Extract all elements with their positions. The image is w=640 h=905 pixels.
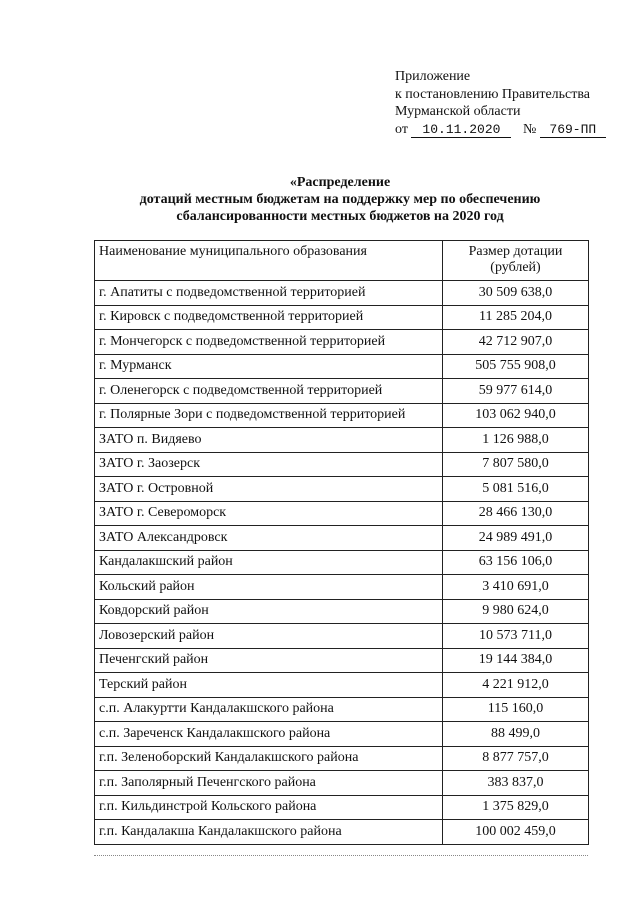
municipality-name: ЗАТО г. Североморск	[95, 501, 443, 526]
table-row	[95, 599, 589, 624]
table-row	[95, 820, 589, 845]
header-amount	[443, 241, 589, 281]
table-row	[95, 771, 589, 796]
municipality-name: с.п. Алакуртти Кандалакшского района	[95, 697, 443, 722]
subsidy-amount: 1 375 829,0	[443, 795, 589, 820]
table-row	[95, 330, 589, 355]
appendix-line-2: к постановлению Правительства	[395, 86, 591, 102]
table-row	[95, 624, 589, 649]
municipality-name: г. Мончегорск с подведомственной территорией	[95, 330, 443, 355]
table-row	[95, 305, 589, 330]
subsidy-amount: 30 509 638,0	[443, 281, 589, 306]
title-line-1: «Распределение	[289, 175, 391, 190]
municipality-name: г. Оленегорск с подведомственной территорией	[95, 379, 443, 404]
municipality-name: г.п. Заполярный Печенгского района	[95, 771, 443, 796]
subsidy-amount: 7 807 580,0	[443, 452, 589, 477]
appendix-date-line	[395, 121, 630, 139]
subsidy-amount: 383 837,0	[443, 771, 589, 796]
municipality-name: г. Полярные Зори с подведомственной территорией	[95, 403, 443, 428]
date-label: от	[395, 121, 408, 137]
municipality-name: ЗАТО п. Видяево	[95, 428, 443, 453]
header-amount-line-2: (рублей)	[490, 260, 541, 275]
subsidy-amount: 8 877 757,0	[443, 746, 589, 771]
municipality-name: Ловозерский район	[95, 624, 443, 649]
table-row	[95, 795, 589, 820]
table-row	[95, 722, 589, 747]
title-line-3: сбалансированности местных бюджетов на 2020 год	[176, 209, 504, 224]
page-bottom-rule	[94, 855, 588, 856]
municipality-name: г.п. Кильдинстрой Кольского района	[95, 795, 443, 820]
table-row	[95, 501, 589, 526]
municipality-name: Ковдорский район	[95, 599, 443, 624]
subsidy-amount: 115 160,0	[443, 697, 589, 722]
date-value: 10.11.2020	[411, 122, 511, 138]
subsidy-amount: 24 989 491,0	[443, 526, 589, 551]
header-name: Наименование муниципального образования	[95, 241, 443, 281]
subsidy-amount: 9 980 624,0	[443, 599, 589, 624]
title-line-2: дотаций местным бюджетам на поддержку мер по обеспечению	[139, 192, 541, 207]
subsidy-amount: 59 977 614,0	[443, 379, 589, 404]
subsidy-amount: 88 499,0	[443, 722, 589, 747]
table-row	[95, 746, 589, 771]
appendix-line-1: Приложение	[395, 69, 471, 84]
subsidy-amount: 42 712 907,0	[443, 330, 589, 355]
municipality-name: г. Апатиты с подведомственной территорией	[95, 281, 443, 306]
table-row	[95, 403, 589, 428]
table-row	[95, 281, 589, 306]
table-row	[95, 526, 589, 551]
document-title	[60, 174, 620, 225]
subsidy-amount: 3 410 691,0	[443, 575, 589, 600]
municipality-name: Кандалакшский район	[95, 550, 443, 575]
header-amount-line-1: Размер дотации	[468, 244, 563, 259]
municipality-name: Терский район	[95, 673, 443, 698]
subsidy-amount: 10 573 711,0	[443, 624, 589, 649]
table-row	[95, 428, 589, 453]
table-row	[95, 550, 589, 575]
subsidy-amount: 19 144 384,0	[443, 648, 589, 673]
subsidy-amount: 28 466 130,0	[443, 501, 589, 526]
municipality-name: г. Мурманск	[95, 354, 443, 379]
number-value: 769-ПП	[540, 122, 606, 138]
municipality-name: г.п. Кандалакша Кандалакшского района	[95, 820, 443, 845]
table-row	[95, 452, 589, 477]
subsidy-amount: 11 285 204,0	[443, 305, 589, 330]
table-row	[95, 575, 589, 600]
subsidy-amount: 505 755 908,0	[443, 354, 589, 379]
table-row	[95, 648, 589, 673]
municipality-name: ЗАТО г. Заозерск	[95, 452, 443, 477]
table-row	[95, 477, 589, 502]
distribution-table	[94, 240, 589, 845]
municipality-name: г.п. Зеленоборский Кандалакшского района	[95, 746, 443, 771]
municipality-name: с.п. Зареченск Кандалакшского района	[95, 722, 443, 747]
subsidy-amount: 63 156 106,0	[443, 550, 589, 575]
subsidy-amount: 1 126 988,0	[443, 428, 589, 453]
table-row	[95, 354, 589, 379]
table-row	[95, 697, 589, 722]
table-row	[95, 379, 589, 404]
municipality-name: ЗАТО Александровск	[95, 526, 443, 551]
subsidy-amount: 4 221 912,0	[443, 673, 589, 698]
municipality-name: ЗАТО г. Островной	[95, 477, 443, 502]
appendix-line-3: Мурманской области	[395, 104, 521, 119]
table-header-row	[95, 241, 589, 281]
municipality-name: Кольский район	[95, 575, 443, 600]
subsidy-amount: 103 062 940,0	[443, 403, 589, 428]
municipality-name: г. Кировск с подведомственной территорией	[95, 305, 443, 330]
table-row	[95, 673, 589, 698]
municipality-name: Печенгский район	[95, 648, 443, 673]
appendix-header	[395, 68, 630, 138]
subsidy-amount: 100 002 459,0	[443, 820, 589, 845]
subsidy-amount: 5 081 516,0	[443, 477, 589, 502]
number-label: №	[522, 121, 537, 137]
